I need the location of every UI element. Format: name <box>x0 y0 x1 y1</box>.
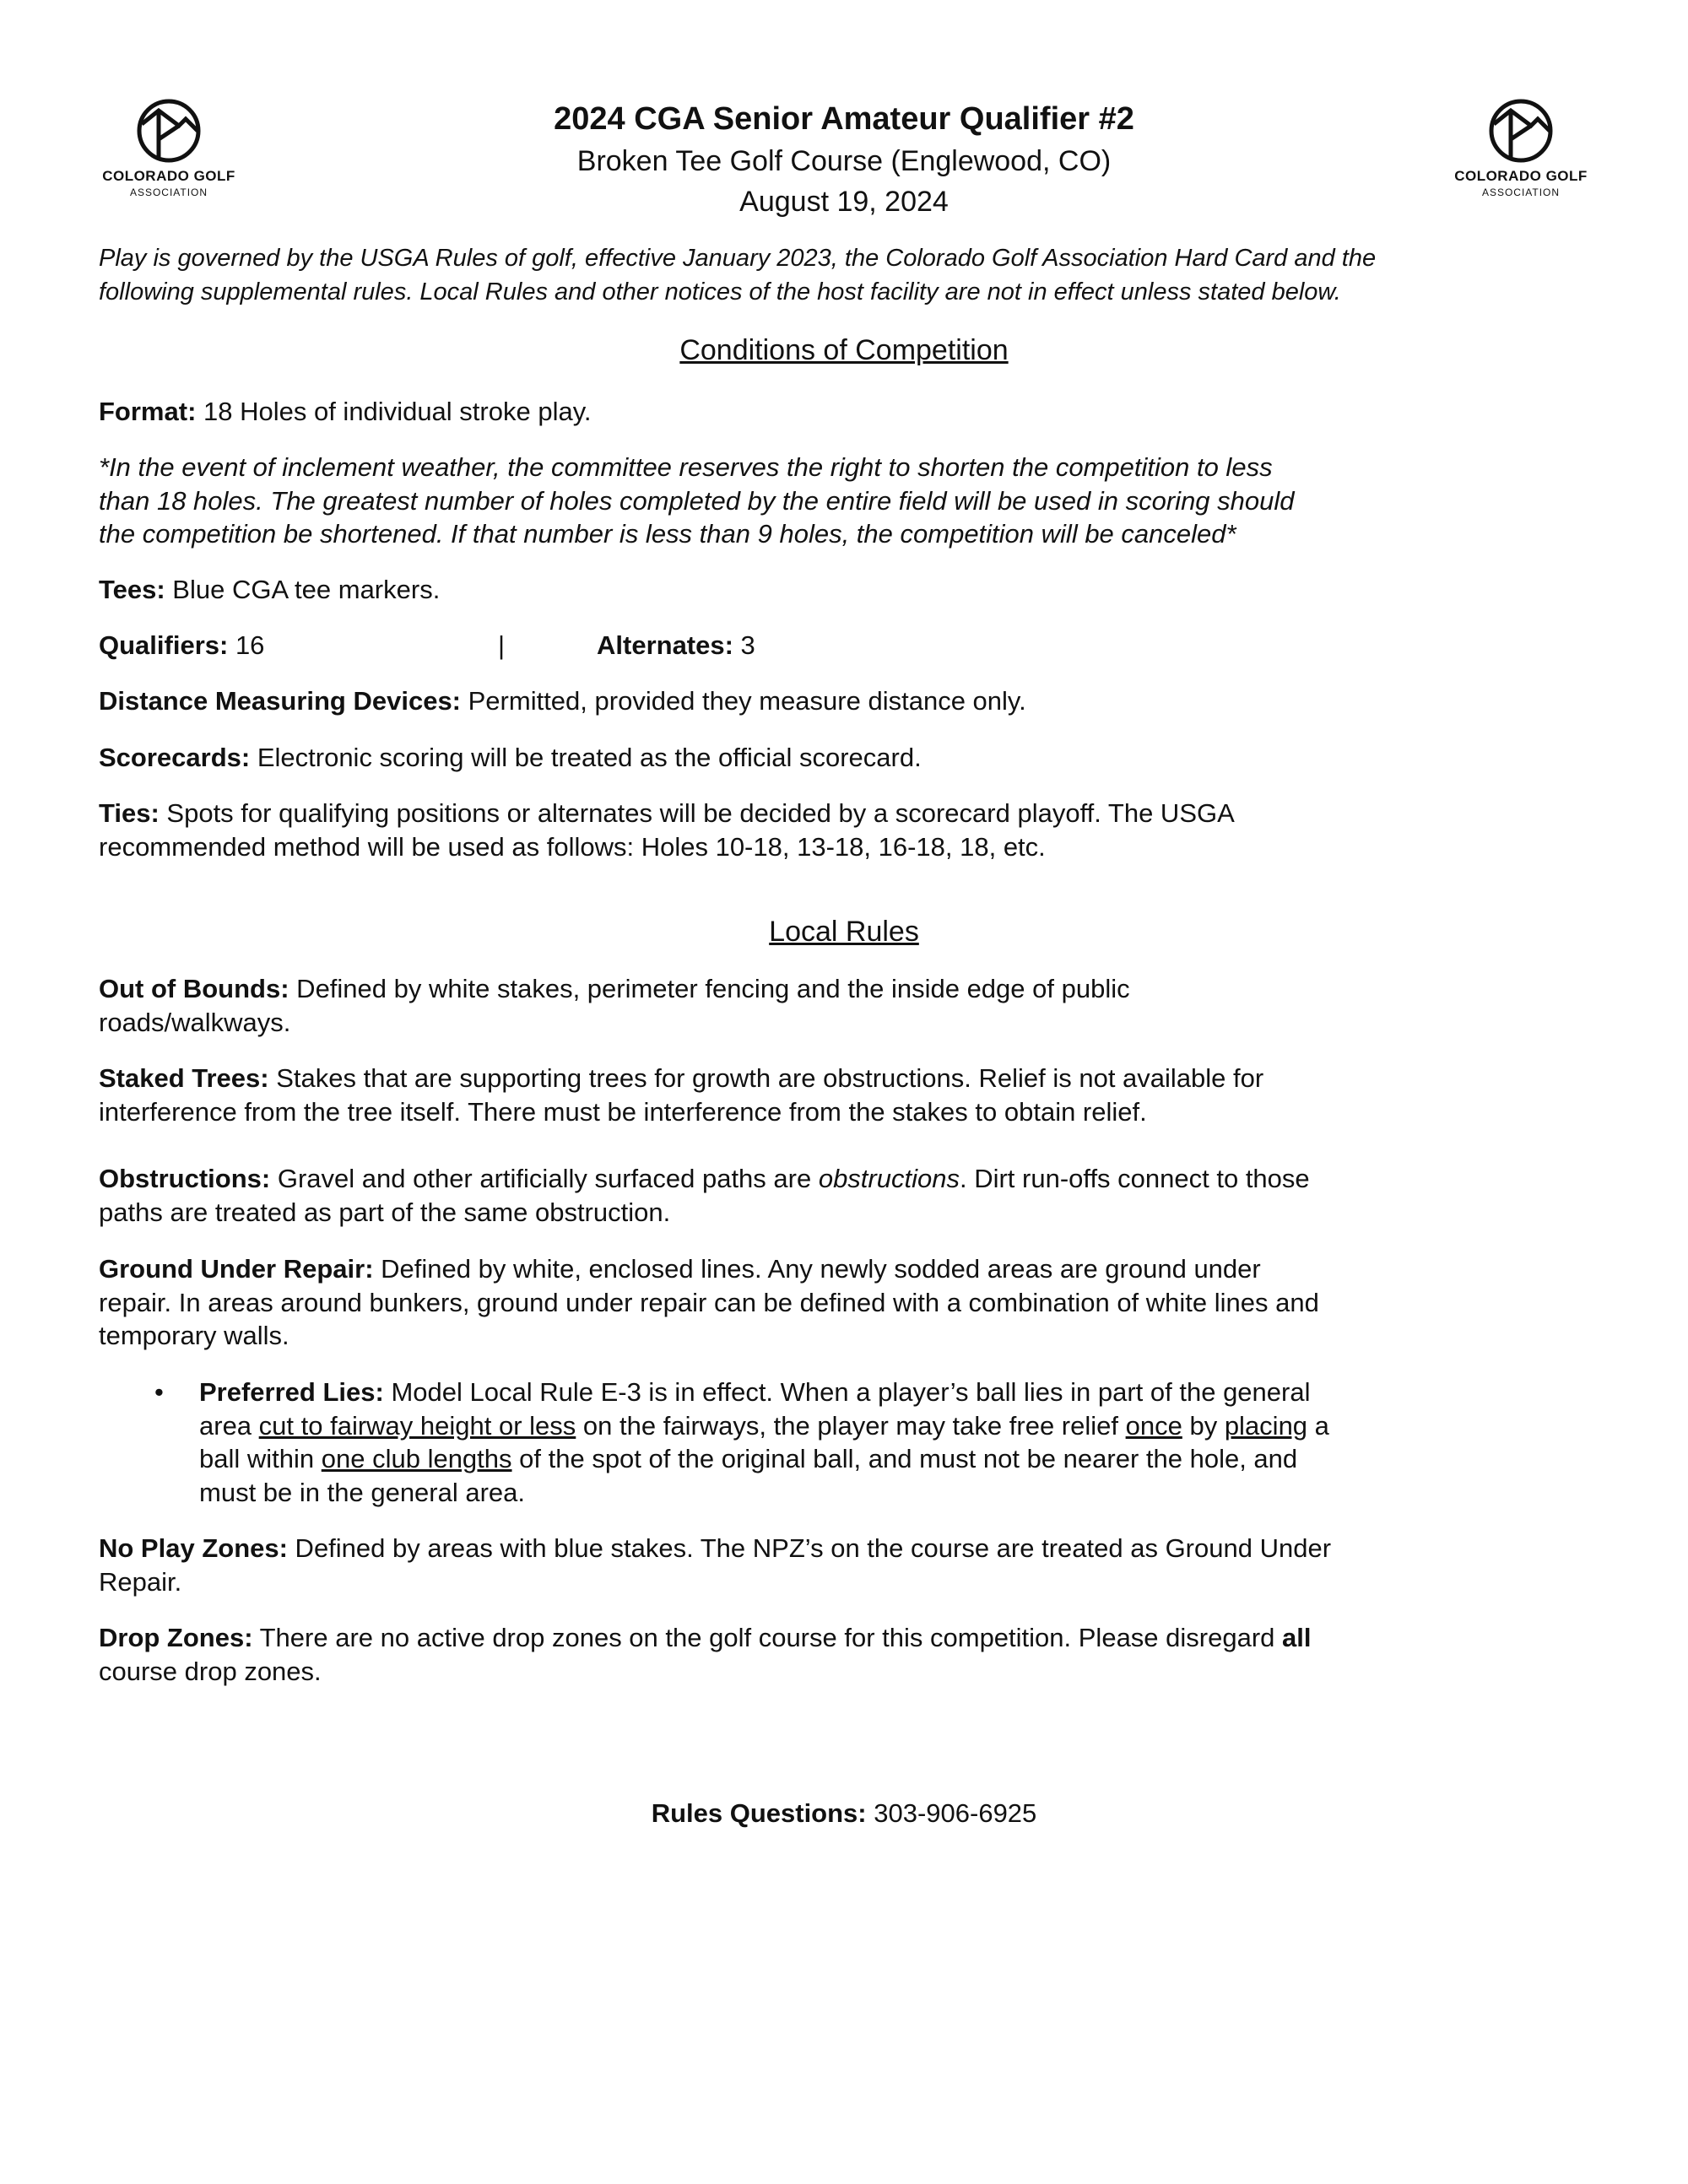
bullet: • <box>154 1377 164 1407</box>
obs-text: . Dirt run-offs connect to those <box>959 1164 1310 1193</box>
gur-row <box>99 1252 1319 1353</box>
gur-text: temporary walls. <box>99 1321 289 1351</box>
dmd-label: Distance Measuring Devices: <box>99 686 462 716</box>
obs-text: Gravel and other artificially surfaced paths are <box>270 1164 819 1193</box>
tees-label: Tees: <box>99 575 165 604</box>
oob-text: roads/walkways. <box>99 1007 291 1037</box>
drop-text: course drop zones. <box>99 1656 322 1686</box>
tees-row <box>99 573 440 607</box>
course-name: Broken Tee Golf Course (Englewood, CO) <box>576 145 1112 177</box>
rules-questions-label: Rules Questions: <box>651 1798 867 1828</box>
drop-text: There are no active drop zones on the golf course for this competition. Please disregard <box>252 1623 1283 1652</box>
obstructions-row <box>99 1162 1310 1229</box>
oob-label: Out of Bounds: <box>99 974 289 1003</box>
oob-row <box>99 972 1130 1039</box>
qualifiers-row <box>99 629 264 662</box>
weather-note <box>99 451 1295 551</box>
qualifiers-label: Qualifiers: <box>99 630 229 660</box>
pl-text: on the fairways, the player may take free relief <box>576 1410 1126 1441</box>
separator: | <box>498 630 506 660</box>
pl-label: Preferred Lies: <box>199 1377 384 1407</box>
conditions-heading: Conditions of Competition <box>679 334 1009 366</box>
pl-text: of the spot of the original ball, and must not be nearer the hole, and <box>511 1444 1298 1474</box>
document-title: 2024 CGA Senior Amateur Qualifier #2 <box>554 101 1134 137</box>
pl-underlined: once <box>1125 1410 1182 1441</box>
gur-text: repair. In areas around bunkers, ground under repair can be defined with a combination of white lines and <box>99 1287 1319 1317</box>
alternates-value: 3 <box>733 630 755 660</box>
obs-text: paths are treated as part of the same obstruction. <box>99 1197 671 1227</box>
logo-text: COLORADO GOLF <box>1454 168 1588 184</box>
alternates-label: Alternates: <box>597 630 733 660</box>
rules-questions <box>0 1798 1688 1829</box>
obs-label: Obstructions: <box>99 1164 271 1193</box>
npz-text: Defined by areas with blue stakes. The NPZ’s on the course are treated as Ground Under <box>287 1533 1332 1563</box>
npz-row <box>99 1532 1331 1598</box>
format-label: Format: <box>99 397 197 426</box>
drop-zones-row <box>99 1621 1311 1688</box>
ties-label: Ties: <box>99 798 160 828</box>
weather-line: *In the event of inclement weather, the committee reserves the right to shorten the competition to less <box>99 452 1273 482</box>
npz-label: No Play Zones: <box>99 1533 288 1563</box>
alternates-row <box>597 629 755 662</box>
scorecards-text: Electronic scoring will be treated as the official scorecard. <box>250 743 922 772</box>
staked-trees-row <box>99 1062 1263 1128</box>
logo-text: COLORADO GOLF <box>102 168 235 184</box>
preferred-lies-row <box>199 1376 1329 1510</box>
scorecards-row <box>99 741 922 775</box>
logo-subtext: ASSOCIATION <box>129 187 208 198</box>
logo-subtext: ASSOCIATION <box>1481 187 1561 198</box>
pl-underlined: placing <box>1224 1410 1308 1441</box>
drop-label: Drop Zones: <box>99 1623 253 1652</box>
gur-label: Ground Under Repair: <box>99 1254 374 1284</box>
event-date: August 19, 2024 <box>739 186 949 218</box>
weather-line: the competition be shortened. If that number is less than 9 holes, the competition will be canceled* <box>99 519 1236 549</box>
pl-text: Model Local Rule E-3 is in effect. When a player’s ball lies in part of the general <box>383 1377 1311 1407</box>
dmd-row <box>99 684 1026 718</box>
staked-text: Stakes that are supporting trees for growth are obstructions. Relief is not available for <box>268 1063 1264 1093</box>
gur-text: Defined by white, enclosed lines. Any newly sodded areas are ground under <box>373 1254 1261 1284</box>
pl-text: area <box>199 1410 259 1441</box>
rules-phone: 303-906-6925 <box>866 1798 1037 1828</box>
oob-text: Defined by white stakes, perimeter fencing and the inside edge of public <box>289 974 1130 1003</box>
intro-paragraph <box>99 242 1376 309</box>
obs-italic: obstructions <box>818 1164 960 1193</box>
qualifiers-value: 16 <box>228 630 265 660</box>
tees-text: Blue CGA tee markers. <box>165 575 441 604</box>
intro-line: Play is governed by the USGA Rules of golf, effective January 2023, the Colorado Golf Association Hard Card and the <box>99 245 1377 272</box>
pl-text: a <box>1307 1410 1329 1441</box>
ties-row <box>99 797 1235 863</box>
ties-text: recommended method will be used as follows: Holes 10-18, 13-18, 16-18, 18, etc. <box>99 831 1046 862</box>
drop-bold: all <box>1282 1623 1312 1652</box>
local-rules-heading: Local Rules <box>769 916 919 948</box>
ties-text: Spots for qualifying positions or alternates will be decided by a scorecard playoff. The USGA <box>159 798 1235 828</box>
scorecards-label: Scorecards: <box>99 743 251 772</box>
weather-line: than 18 holes. The greatest number of holes completed by the entire field will be used in scoring should <box>99 485 1295 516</box>
pl-text: by <box>1182 1410 1225 1441</box>
pl-text: must be in the general area. <box>199 1478 526 1508</box>
intro-line: following supplemental rules. Local Rules and other notices of the host facility are not in effect unless stated below. <box>99 278 1341 305</box>
format-text: 18 Holes of individual stroke play. <box>196 397 592 426</box>
dmd-text: Permitted, provided they measure distance only. <box>461 686 1026 716</box>
staked-text: interference from the tree itself. There must be interference from the stakes to obtain relief. <box>99 1096 1147 1127</box>
npz-text: Repair. <box>99 1566 182 1597</box>
pl-text: ball within <box>199 1444 322 1474</box>
pl-underlined: cut to fairway height or less <box>258 1410 576 1441</box>
pl-underlined: one club lengths <box>321 1444 512 1474</box>
staked-label: Staked Trees: <box>99 1063 269 1093</box>
format-row <box>99 395 592 429</box>
